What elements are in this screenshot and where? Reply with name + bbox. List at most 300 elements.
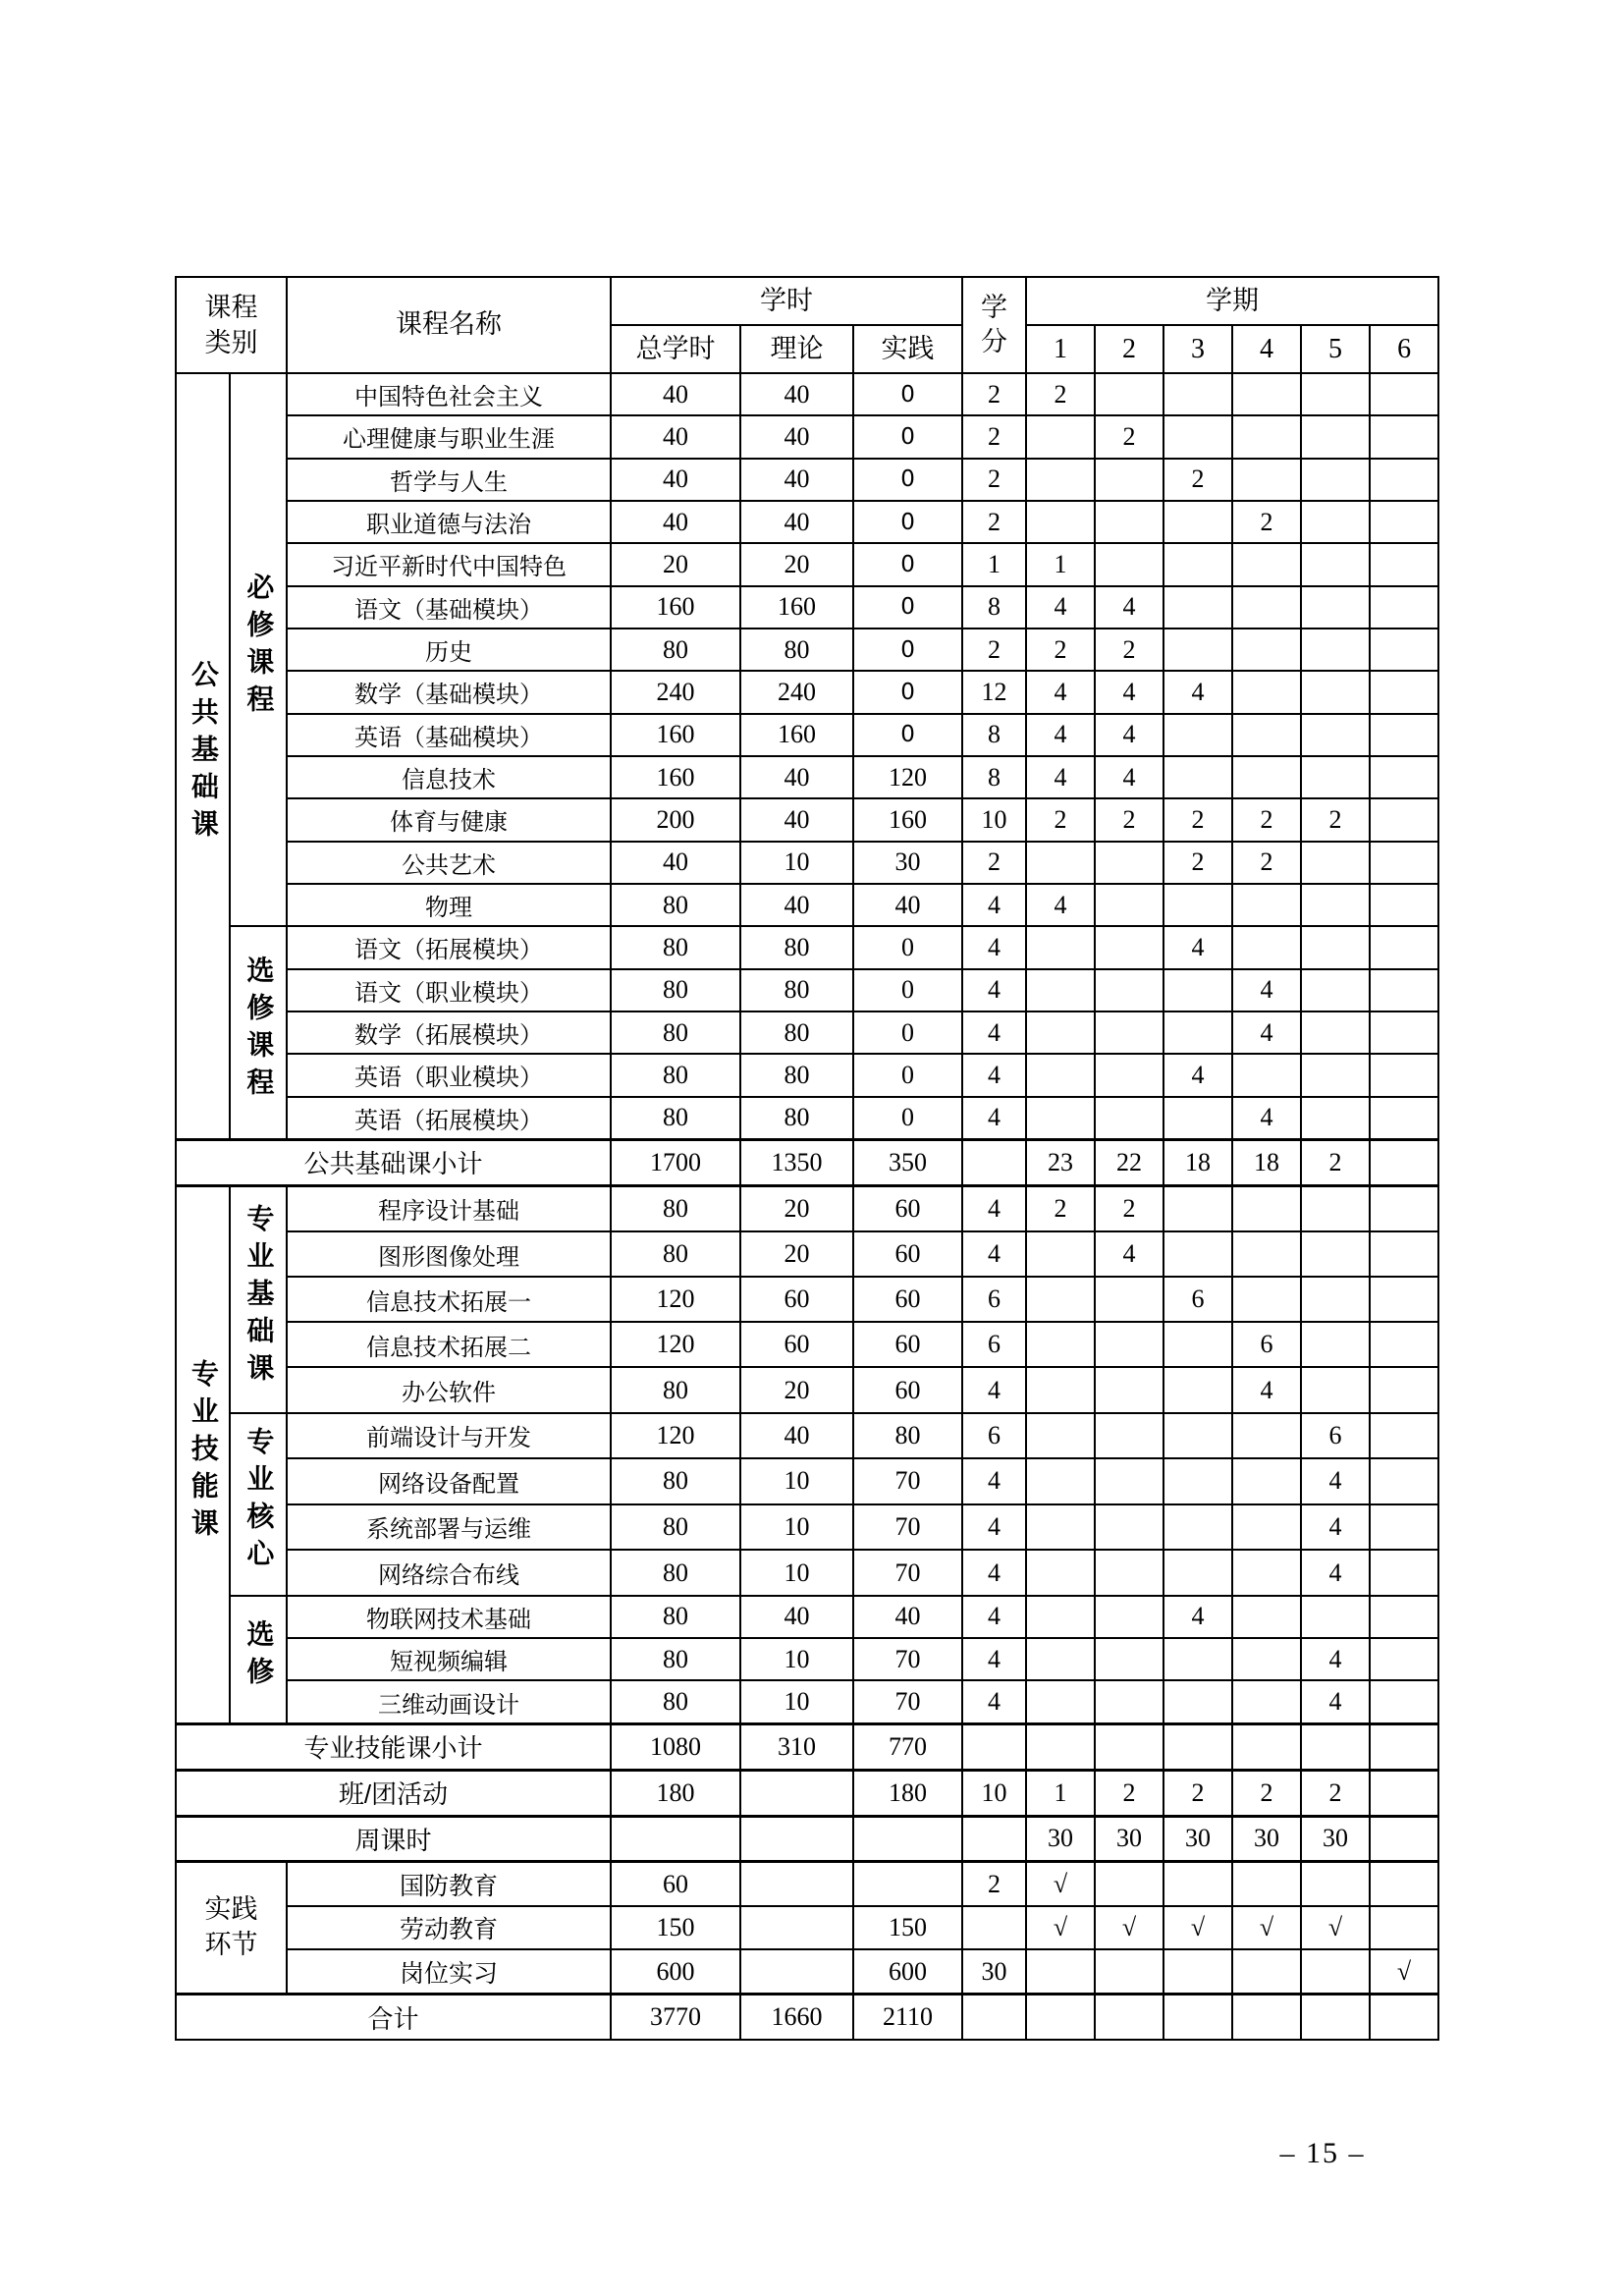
sem3-cell: 4 [1163,926,1232,968]
category-elective-label: 选修课程 [243,956,275,1106]
practice-cell: 0 [853,1097,962,1140]
page-number: – 15 – [1279,2137,1366,2169]
sem5-cell: 4 [1301,1638,1370,1680]
sem2-cell [1095,1054,1163,1096]
credits-cell: 4 [962,1054,1026,1096]
practice-cell: 0 [853,1054,962,1096]
hours-header: 学时 [611,277,962,325]
practice-cell: 60 [853,1231,962,1277]
sem2-cell [1095,373,1163,415]
sem4-cell [1232,543,1301,585]
credits-cell: 2 [962,1862,1026,1906]
credits-cell: 2 [962,373,1026,415]
sem2-cell: 2 [1095,1770,1163,1816]
name-cell: 心理健康与职业生涯 [287,415,611,458]
sem6-cell [1370,1367,1438,1412]
practice-cell: 0 [853,969,962,1011]
sem1-cell: 4 [1026,586,1095,629]
sem4-cell: 30 [1232,1816,1301,1862]
total-cell: 40 [611,459,740,501]
sem2-cell [1095,543,1163,585]
sem3-header: 3 [1163,325,1232,373]
sem6-cell [1370,1906,1438,1950]
sem3-cell [1163,1680,1232,1723]
sem4-cell: 4 [1232,969,1301,1011]
total-cell: 160 [611,756,740,798]
sem4-cell: 2 [1232,501,1301,543]
total-cell: 80 [611,1504,740,1551]
theory-cell: 60 [740,1322,853,1367]
practice-header: 实践 [853,325,962,373]
total-cell: 80 [611,1011,740,1054]
sem5-cell [1301,1995,1370,2040]
total-cell: 120 [611,1413,740,1459]
sem5-cell [1301,969,1370,1011]
sem2-cell: 4 [1095,756,1163,798]
practice-cell: 180 [853,1770,962,1816]
category-required [230,373,287,926]
sem4-cell [1232,1458,1301,1504]
theory-cell: 1660 [740,1995,853,2040]
theory-cell: 160 [740,714,853,756]
sem6-cell [1370,1231,1438,1277]
practice-cell: 30 [853,842,962,884]
sem5-cell: 2 [1301,798,1370,841]
sem5-cell [1301,1185,1370,1231]
total-hours-header: 总学时 [611,325,740,373]
sem5-cell: √ [1301,1906,1370,1950]
name-cell: 三维动画设计 [287,1680,611,1723]
sem6-cell [1370,1322,1438,1367]
sem4-cell [1232,1723,1301,1770]
sem5-cell: 30 [1301,1816,1370,1862]
theory-cell: 80 [740,1011,853,1054]
theory-cell: 1350 [740,1139,853,1185]
sem2-cell [1095,1862,1163,1906]
total-cell: 80 [611,884,740,926]
category-prof-core [230,1413,287,1596]
sem6-cell [1370,1458,1438,1504]
sem6-cell [1370,1504,1438,1551]
sem6-cell [1370,373,1438,415]
name-cell: 语文（拓展模块） [287,926,611,968]
sem2-cell: 2 [1095,415,1163,458]
credits-cell [962,1139,1026,1185]
credits-cell: 4 [962,969,1026,1011]
total-cell [611,1816,740,1862]
sem4-cell [1232,1054,1301,1096]
sem1-cell [1026,1458,1095,1504]
category-prof-basic [230,1185,287,1412]
sem6-cell [1370,586,1438,629]
category-prof-elective [230,1596,287,1724]
practice-cell: 770 [853,1723,962,1770]
sem2-cell [1095,1723,1163,1770]
total-cell: 160 [611,586,740,629]
credits-cell: 4 [962,1504,1026,1551]
sem4-cell [1232,714,1301,756]
sem5-cell: 4 [1301,1458,1370,1504]
sem4-cell [1232,1949,1301,1994]
name-cell: 数学（基础模块） [287,671,611,713]
practice-cell: 60 [853,1367,962,1412]
credits-cell: 10 [962,798,1026,841]
credits-cell: 8 [962,586,1026,629]
sem5-cell: 6 [1301,1413,1370,1459]
sem1-cell: 23 [1026,1139,1095,1185]
name-cell: 物理 [287,884,611,926]
sem6-cell [1370,1596,1438,1638]
sem1-cell [1026,1097,1095,1140]
sem5-cell [1301,415,1370,458]
sem5-cell [1301,543,1370,585]
sem2-cell [1095,1949,1163,1994]
sem4-cell [1232,926,1301,968]
sem5-cell [1301,842,1370,884]
sem4-cell: 6 [1232,1322,1301,1367]
sem1-cell: 4 [1026,714,1095,756]
theory-cell: 40 [740,501,853,543]
practice-cell: 80 [853,1413,962,1459]
category-public-basic-label: 公共基础课 [188,660,219,847]
name-cell: 英语（基础模块） [287,714,611,756]
sem2-cell [1095,1680,1163,1723]
sem2-cell [1095,1367,1163,1412]
total-cell: 80 [611,1097,740,1140]
sem4-cell [1232,1596,1301,1638]
sem1-cell: 1 [1026,543,1095,585]
sem3-cell [1163,1723,1232,1770]
name-cell: 图形图像处理 [287,1231,611,1277]
sem2-cell: √ [1095,1906,1163,1950]
sem6-cell [1370,884,1438,926]
sem6-cell [1370,543,1438,585]
sem1-cell [1026,1680,1095,1723]
practice-cell: 0 [853,714,962,756]
name-cell: 网络设备配置 [287,1458,611,1504]
name-cell: 办公软件 [287,1367,611,1412]
sem1-cell [1026,926,1095,968]
sem1-cell [1026,1413,1095,1459]
sem5-cell [1301,671,1370,713]
theory-cell: 10 [740,1504,853,1551]
sem6-cell [1370,459,1438,501]
sem2-cell [1095,926,1163,968]
credits-cell [962,1816,1026,1862]
total-cell: 80 [611,969,740,1011]
sem2-cell: 2 [1095,1185,1163,1231]
theory-cell: 40 [740,1596,853,1638]
semester-header: 学期 [1026,277,1438,325]
sem1-cell [1026,1231,1095,1277]
sem6-cell [1370,969,1438,1011]
sem5-cell [1301,884,1370,926]
credits-cell: 1 [962,543,1026,585]
practice-cell: 0 [853,586,962,629]
total-cell: 40 [611,373,740,415]
sem4-cell: 2 [1232,798,1301,841]
sem3-cell [1163,1458,1232,1504]
sem2-cell [1095,1550,1163,1596]
theory-cell: 40 [740,1413,853,1459]
category-prof-basic-label: 专业基础课 [243,1203,275,1391]
name-cell: 信息技术拓展二 [287,1322,611,1367]
sem5-cell [1301,926,1370,968]
sem2-cell [1095,842,1163,884]
total-cell: 40 [611,415,740,458]
sem6-cell [1370,926,1438,968]
sem6-cell [1370,1770,1438,1816]
sem6-cell [1370,1550,1438,1596]
sem3-cell [1163,1231,1232,1277]
sem6-cell [1370,501,1438,543]
sem5-cell: 4 [1301,1504,1370,1551]
credits-cell: 2 [962,629,1026,671]
sem4-cell: 4 [1232,1011,1301,1054]
sem4-cell [1232,1638,1301,1680]
sem6-cell [1370,1277,1438,1322]
sem6-cell [1370,1185,1438,1231]
sem6-cell: √ [1370,1949,1438,1994]
theory-cell: 240 [740,671,853,713]
credits-cell: 2 [962,459,1026,501]
name-cell: 程序设计基础 [287,1185,611,1231]
name-cell: 网络综合布线 [287,1550,611,1596]
sem6-cell [1370,1097,1438,1140]
practice-cell: 0 [853,373,962,415]
sem3-cell: 4 [1163,1596,1232,1638]
theory-cell: 20 [740,1231,853,1277]
total-cell: 150 [611,1906,740,1950]
sem5-cell [1301,586,1370,629]
sem3-cell [1163,629,1232,671]
name-cell: 中国特色社会主义 [287,373,611,415]
credits-cell: 6 [962,1413,1026,1459]
sem1-cell [1026,1054,1095,1096]
total-cell: 240 [611,671,740,713]
sem1-cell [1026,1638,1095,1680]
sem1-cell [1026,1322,1095,1367]
credits-cell: 4 [962,926,1026,968]
sem2-cell: 4 [1095,1231,1163,1277]
theory-cell: 20 [740,543,853,585]
practice-cell [853,1816,962,1862]
sem3-cell: 4 [1163,671,1232,713]
sem3-cell [1163,373,1232,415]
sem5-cell [1301,1277,1370,1322]
sem2-cell [1095,969,1163,1011]
total-cell: 80 [611,926,740,968]
sem6-cell [1370,1995,1438,2040]
sem3-cell: 18 [1163,1139,1232,1185]
name-cell: 信息技术 [287,756,611,798]
total-cell: 80 [611,1596,740,1638]
theory-cell [740,1949,853,1994]
sem6-cell [1370,1816,1438,1862]
category-prof-elective-label: 选修 [243,1619,275,1695]
total-cell: 1700 [611,1139,740,1185]
category-header [176,277,287,373]
sem4-cell [1232,373,1301,415]
credits-cell: 4 [962,1367,1026,1412]
theory-cell: 10 [740,1550,853,1596]
total-cell: 60 [611,1862,740,1906]
sem4-cell [1232,671,1301,713]
name-cell: 语文（基础模块） [287,586,611,629]
total-cell: 120 [611,1277,740,1322]
name-cell: 物联网技术基础 [287,1596,611,1638]
sem1-cell [1026,1277,1095,1322]
practice-cell [853,1862,962,1906]
name-cell: 前端设计与开发 [287,1413,611,1459]
theory-cell [740,1862,853,1906]
practice-cell: 150 [853,1906,962,1950]
theory-cell: 80 [740,629,853,671]
sem6-cell [1370,842,1438,884]
practice-cell: 70 [853,1680,962,1723]
sem2-cell: 4 [1095,671,1163,713]
theory-cell: 20 [740,1185,853,1231]
sem1-cell: 30 [1026,1816,1095,1862]
sem3-cell: 2 [1163,842,1232,884]
total-cell: 80 [611,1458,740,1504]
sem1-cell: 2 [1026,373,1095,415]
sem5-cell [1301,1054,1370,1096]
sem5-cell [1301,756,1370,798]
sem1-cell [1026,969,1095,1011]
sem4-cell [1232,1550,1301,1596]
sem3-cell: √ [1163,1906,1232,1950]
credits-cell: 4 [962,1596,1026,1638]
sem6-cell [1370,1413,1438,1459]
sem6-cell [1370,1139,1438,1185]
theory-cell: 80 [740,1054,853,1096]
sem6-cell [1370,671,1438,713]
sem3-cell [1163,1097,1232,1140]
total-cell: 200 [611,798,740,841]
public-basic-subtotal-label: 公共基础课小计 [176,1139,611,1185]
sem6-cell [1370,756,1438,798]
sem3-cell [1163,501,1232,543]
sem3-cell [1163,1504,1232,1551]
theory-header: 理论 [740,325,853,373]
sem5-cell [1301,1723,1370,1770]
sem1-cell [1026,1995,1095,2040]
sem2-cell [1095,1277,1163,1322]
sem1-cell: 1 [1026,1770,1095,1816]
name-cell: 语文（职业模块） [287,969,611,1011]
credits-cell: 4 [962,1458,1026,1504]
sem4-cell [1232,459,1301,501]
sem6-cell [1370,1723,1438,1770]
theory-cell: 160 [740,586,853,629]
theory-cell: 80 [740,926,853,968]
sem2-cell [1095,1638,1163,1680]
practice-cell: 160 [853,798,962,841]
sem2-cell: 2 [1095,798,1163,841]
sem5-cell [1301,1011,1370,1054]
sem3-cell [1163,1949,1232,1994]
theory-cell: 10 [740,1458,853,1504]
theory-cell: 40 [740,884,853,926]
sem4-cell [1232,1680,1301,1723]
credits-header [962,277,1026,373]
credits-cell: 4 [962,884,1026,926]
name-cell: 国防教育 [287,1862,611,1906]
sem1-cell: 4 [1026,884,1095,926]
total-cell: 80 [611,1638,740,1680]
theory-cell: 10 [740,1638,853,1680]
credits-header-label: 学分 [981,292,1008,356]
sem4-cell: 4 [1232,1367,1301,1412]
sem5-cell [1301,1322,1370,1367]
sem3-cell: 2 [1163,798,1232,841]
sem3-cell [1163,714,1232,756]
total-cell: 40 [611,842,740,884]
name-cell: 职业道德与法治 [287,501,611,543]
theory-cell: 310 [740,1723,853,1770]
sem2-cell: 2 [1095,629,1163,671]
sem2-cell [1095,1596,1163,1638]
practice-cell: 0 [853,671,962,713]
practice-cell: 70 [853,1458,962,1504]
sem3-cell [1163,1413,1232,1459]
sem2-cell: 22 [1095,1139,1163,1185]
credits-cell: 2 [962,842,1026,884]
practice-cell: 0 [853,459,962,501]
category-practice-section [176,1862,287,1995]
practice-cell: 120 [853,756,962,798]
sem2-cell [1095,1011,1163,1054]
sem5-cell: 2 [1301,1139,1370,1185]
theory-cell [740,1816,853,1862]
total-cell: 80 [611,1054,740,1096]
sem1-cell: 4 [1026,756,1095,798]
name-cell: 公共艺术 [287,842,611,884]
sem4-cell: √ [1232,1906,1301,1950]
credits-cell: 12 [962,671,1026,713]
sem4-header: 4 [1232,325,1301,373]
sem2-cell: 4 [1095,714,1163,756]
sem4-cell: 2 [1232,1770,1301,1816]
name-cell: 系统部署与运维 [287,1504,611,1551]
credits-cell: 4 [962,1185,1026,1231]
credits-cell: 10 [962,1770,1026,1816]
credits-cell: 8 [962,756,1026,798]
category-required-label: 必修课程 [243,573,275,723]
sem1-cell [1026,1550,1095,1596]
sem1-cell [1026,1011,1095,1054]
total-cell: 80 [611,1680,740,1723]
credits-cell: 30 [962,1949,1026,1994]
theory-cell: 10 [740,842,853,884]
name-cell: 习近平新时代中国特色 [287,543,611,585]
sem2-cell: 4 [1095,586,1163,629]
category-prof-core-label: 专业核心 [243,1427,275,1577]
credits-cell: 4 [962,1231,1026,1277]
name-cell: 体育与健康 [287,798,611,841]
curriculum-table [175,276,1439,2041]
name-cell: 历史 [287,629,611,671]
practice-cell: 2110 [853,1995,962,2040]
practice-cell: 60 [853,1185,962,1231]
practice-cell: 0 [853,543,962,585]
practice-cell: 350 [853,1139,962,1185]
theory-cell: 40 [740,798,853,841]
sem2-cell [1095,1097,1163,1140]
sem6-header: 6 [1370,325,1438,373]
sem4-cell [1232,1504,1301,1551]
